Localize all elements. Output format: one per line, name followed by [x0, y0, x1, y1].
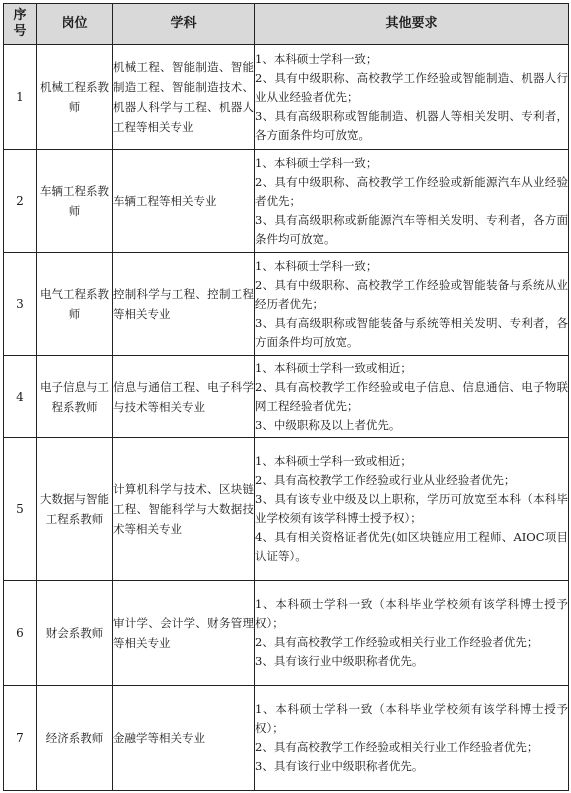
position-cell: 电气工程系教师: [37, 253, 113, 356]
requirement-item: 1、本科硕士学科一致或相近；: [255, 360, 412, 375]
table-row: [4, 150, 569, 253]
subject-cell: 车辆工程等相关专业: [113, 150, 255, 253]
subject-cell: 金融学等相关专业: [113, 686, 255, 791]
position-cell: 车辆工程系教师: [37, 150, 113, 253]
table-row: [4, 253, 569, 356]
requirement-item: 2、具有中级职称、高校教学工作经验或智能装备与系统从业经历者优先；: [255, 277, 568, 311]
requirement-item: 1、本科硕士学科一致（本科毕业学校须有该学科博士授予权）；: [255, 597, 568, 630]
row-number: 4: [4, 356, 37, 438]
requirement-item: 1、本科硕士学科一致；: [255, 258, 378, 273]
requirements-cell: [255, 581, 569, 686]
subject-cell: 计算机科学与技术、区块链工程、智能科学与大数据技术等相关专业: [113, 438, 255, 581]
requirement-item: 3、具有高级职称或智能装备与系统等相关发明、专利者，各方面条件均可放宽。: [255, 315, 568, 349]
requirements-cell: [255, 686, 569, 791]
table-row: [4, 686, 569, 791]
position-cell: 机械工程系教师: [37, 45, 113, 150]
header-row: [4, 4, 569, 45]
position-cell: 财会系教师: [37, 581, 113, 686]
requirements-cell: [255, 253, 569, 356]
requirement-item: 1、本科硕士学科一致；: [255, 51, 378, 66]
requirement-item: 3、中级职称及以上者优先。: [255, 417, 401, 432]
row-number: 7: [4, 686, 37, 791]
requirements-cell: [255, 150, 569, 253]
subject-cell: 信息与通信工程、电子科学与技术等相关专业: [113, 356, 255, 438]
header-subject: 学科: [113, 4, 255, 45]
row-number: 5: [4, 438, 37, 581]
row-number: 3: [4, 253, 37, 356]
header-serial-number: 序 号: [4, 4, 37, 45]
requirement-item: 2、具有高校教学工作经验或行业从业经验者优先；: [255, 473, 516, 487]
requirement-item: 2、具有中级职称、高校教学工作经验或智能制造、机器人行业从业经验者优先；: [255, 70, 568, 104]
requirement-item: 1、本科硕士学科一致（本科毕业学校须有该学科博士授予权）；: [255, 702, 568, 735]
header-position: 岗位: [37, 4, 113, 45]
row-number: 6: [4, 581, 37, 686]
requirement-item: 3、具有该行业中级职称者优先。: [255, 654, 424, 668]
table-row: [4, 438, 569, 581]
requirement-item: 2、具有高校教学工作经验或相关行业工作经验者优先；: [255, 635, 539, 649]
requirement-item: 3、具有高级职称或新能源汽车等相关发明、专利者，各方面条件均可放宽。: [255, 212, 568, 246]
position-cell: 大数据与智能工程系教师: [37, 438, 113, 581]
requirement-item: 2、具有高校教学工作经验或相关行业工作经验者优先；: [255, 740, 539, 754]
subject-cell: 审计学、会计学、财务管理等相关专业: [113, 581, 255, 686]
requirement-item: 1、本科硕士学科一致；: [255, 155, 378, 170]
subject-cell: 控制科学与工程、控制工程等相关专业: [113, 253, 255, 356]
requirement-item: 3、具有高级职称或智能制造、机器人等相关发明、专利者，各方面条件均可放宽。: [255, 108, 568, 142]
position-cell: 经济系教师: [37, 686, 113, 791]
row-number: 2: [4, 150, 37, 253]
requirement-item: 2、具有高校教学工作经验或电子信息、信息通信、电子物联网工程经验者优先；: [255, 379, 568, 413]
subject-cell: 机械工程、智能制造、智能制造工程、智能制造技术、机器人科学与工程、机器人工程等相关专业: [113, 45, 255, 150]
requirement-item: 2、具有中级职称、高校教学工作经验或新能源汽车从业经验者优先；: [255, 174, 568, 208]
requirement-item: 3、具有该行业中级职称者优先。: [255, 759, 424, 773]
requirement-item: 4、具有相关资格证者优先(如区块链应用工程师、AIOC项目认证等）。: [255, 530, 568, 563]
header-requirements: 其他要求: [255, 4, 569, 45]
requirements-cell: [255, 45, 569, 150]
requirement-item: 1、本科硕士学科一致或相近；: [255, 454, 412, 468]
requirements-cell: [255, 356, 569, 438]
requirement-item: 3、具有该专业中级及以上职称，学历可放宽至本科（本科毕业学校须有该学科博士授予权）；: [255, 492, 568, 525]
position-cell: 电子信息与工程系教师: [37, 356, 113, 438]
row-number: 1: [4, 45, 37, 150]
requirements-cell: [255, 438, 569, 581]
recruitment-table: [3, 3, 569, 791]
table-row: [4, 581, 569, 686]
table-row: [4, 45, 569, 150]
table-row: [4, 356, 569, 438]
